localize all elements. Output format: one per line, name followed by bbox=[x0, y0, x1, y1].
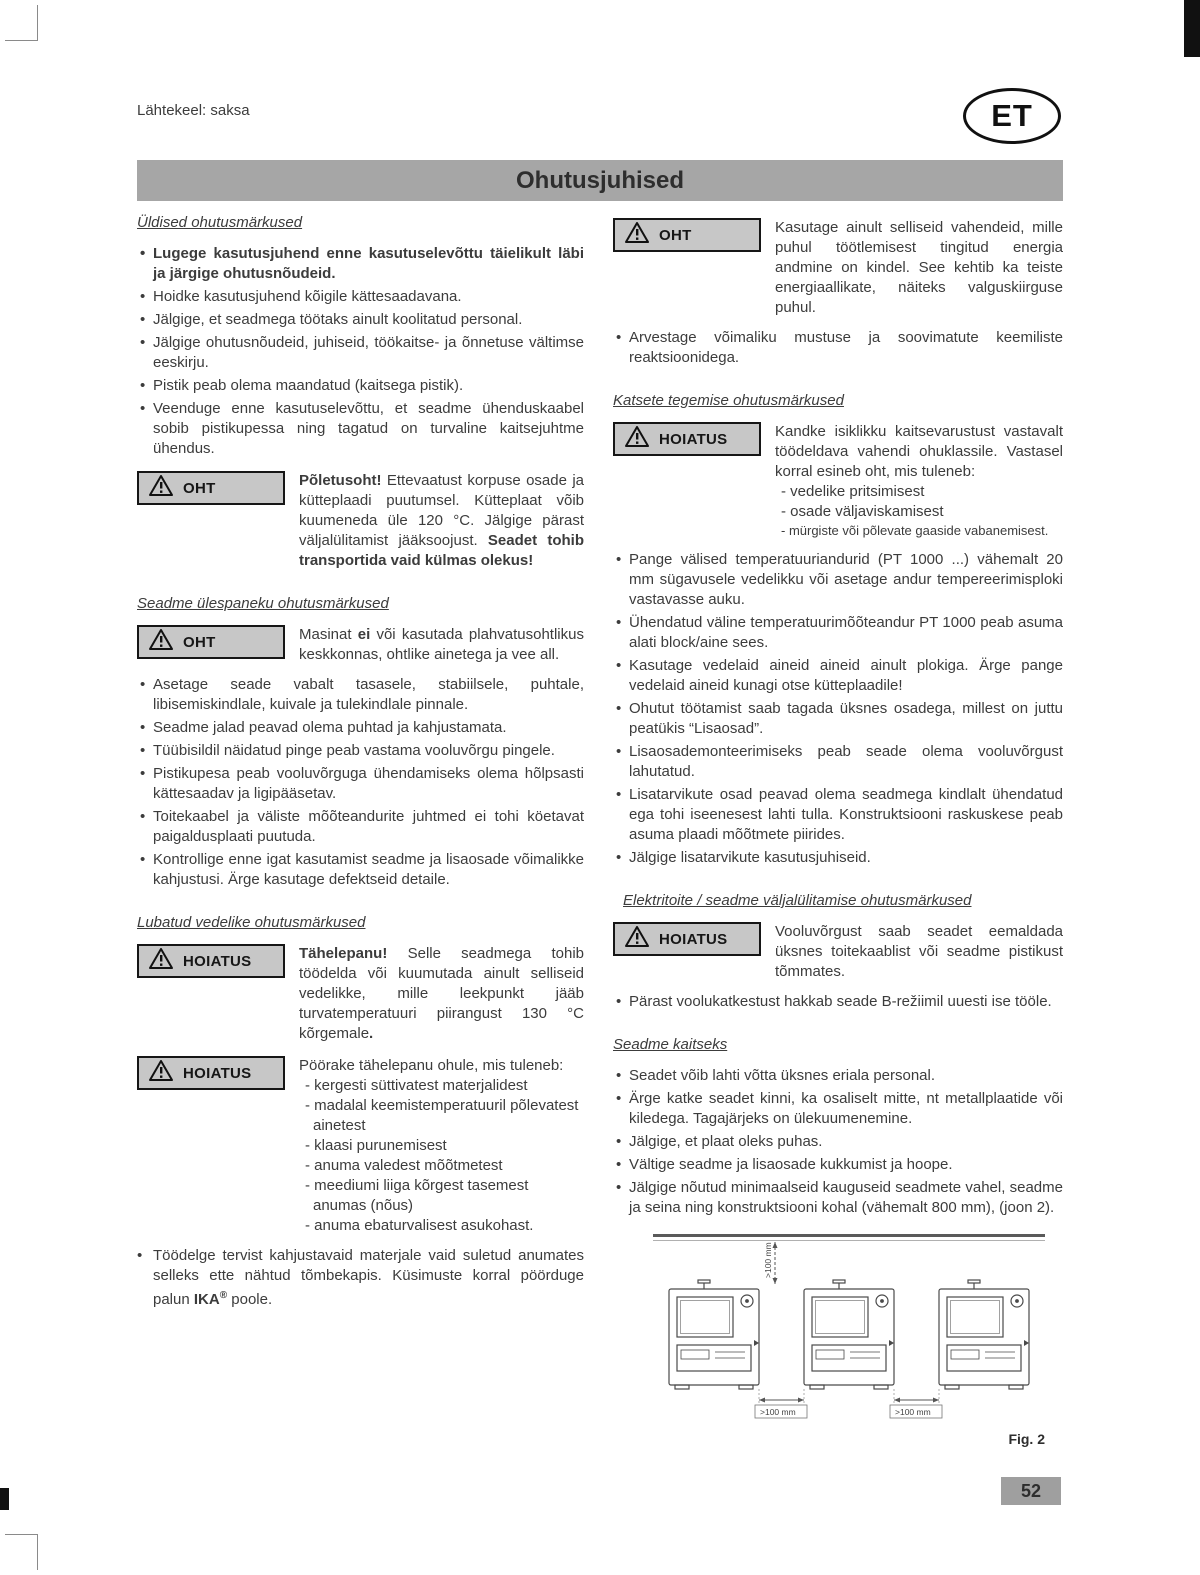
dash-item: - anuma ebaturvalisest asukohast. bbox=[305, 1217, 534, 1234]
dash-item: - mürgiste või põlevate gaaside vabanemisest. bbox=[781, 523, 1049, 538]
danger-text-bold: Seadet tohib transportida vaid külmas olekus! bbox=[299, 532, 584, 569]
danger-text-body: Masinat bbox=[299, 626, 358, 643]
bullet-item: • Ohutut töötamist saab tagada üksnes osadega, millest on juttu peatükis “Lisaosad”. bbox=[613, 699, 1063, 739]
danger-text bbox=[299, 625, 584, 665]
caution-label: HOIATUS bbox=[183, 1064, 252, 1082]
dim-label-vertical: >100 mm bbox=[763, 1242, 773, 1278]
source-language-note: Lähtekeel: saksa bbox=[137, 102, 250, 119]
danger-text: Kasutage ainult selliseid vahendeid, mille puhul töötlemisest tingitud energia andmine on kindel. See kehtib ka teiste energiaallikate, näiteks valguskiirguse puhul. bbox=[775, 219, 1063, 316]
danger-label: OHT bbox=[183, 479, 216, 497]
bullet-item: • Pistik peab olema maandatud (kaitsega pistik). bbox=[137, 376, 584, 396]
power-bullet-list bbox=[613, 992, 1063, 1012]
caution-intro: Pöörake tähelepanu ohule, mis tuleneb: bbox=[299, 1057, 564, 1074]
bullet-text: Töödelge tervist kahjustavaid materjale vaid suletud anumates selleks ette nähtud tõmbekapis. Küsimuste korral pöörduge palun bbox=[153, 1247, 584, 1308]
warning-triangle-icon bbox=[624, 925, 650, 953]
bullet-item: • Seadet võib lahti võtta üksnes eriala personal. bbox=[613, 1066, 1063, 1086]
danger-box bbox=[137, 625, 285, 659]
warning-triangle-icon bbox=[148, 474, 174, 502]
figure-2 bbox=[653, 1232, 1045, 1447]
bullet-item: • Hoidke kasutusjuhend kõigile kättesaadavana. bbox=[137, 287, 584, 307]
bullet-item: • Pärast voolukatkestust hakkab seade B-režiimil uuesti ise tööle. bbox=[613, 992, 1063, 1012]
danger-label: OHT bbox=[183, 633, 216, 651]
warning-triangle-icon bbox=[148, 1059, 174, 1087]
danger-block-explosive bbox=[137, 625, 584, 665]
bullet-item: • Tüübisildil näidatud pinge peab vastama vooluvõrgu pingele. bbox=[137, 741, 584, 761]
page-number: 52 bbox=[1020, 1480, 1042, 1501]
bullet-item: • Veenduge enne kasutuselevõttu, et seadme ühenduskaabel sobib pistikupessa ning tagatud on turvaline kaitsejuhtme ühendus. bbox=[137, 399, 584, 459]
page-title-bar bbox=[137, 160, 1063, 201]
bullet-item: • Pange välised temperatuuriandurid (PT 1000 ...) vähemalt 20 mm sügavusele vedelikku või asetage andur tempereerimisploki vastavasse auku. bbox=[613, 550, 1063, 610]
bullet-item: • Lisaosademonteerimiseks peab seade olema vooluvõrgust lahutatud. bbox=[613, 742, 1063, 782]
danger-text-body: Ettevaatust korpuse osade ja kütteplaadi puutumsel. Kütteplaat võib kuumeneda üle 120 °C. Jälgige pärast väljalülitamist jääksoojust. bbox=[299, 472, 584, 549]
caution-text bbox=[299, 1056, 584, 1236]
caution-block-flashpoint bbox=[137, 944, 584, 1044]
caution-block-hazard-sources bbox=[137, 1056, 584, 1236]
energy-bullet-list bbox=[613, 328, 1063, 368]
protection-bullet-list bbox=[613, 1066, 1063, 1218]
caution-text bbox=[299, 944, 584, 1044]
language-badge-et bbox=[963, 88, 1061, 144]
right-column bbox=[613, 218, 1063, 1447]
warning-triangle-icon bbox=[624, 221, 650, 249]
caution-text bbox=[775, 422, 1063, 540]
caution-text-bold: . bbox=[369, 1025, 374, 1042]
dash-item: - vedelike pritsimisest bbox=[781, 483, 925, 500]
figure-caption: Fig. 2 bbox=[1008, 1431, 1045, 1447]
danger-box bbox=[613, 218, 761, 252]
bullet-item: • Pistikupesa peab vooluvõrguga ühendamiseks olema hõlpsasti kättesaadav ja ligipääsetav. bbox=[137, 764, 584, 804]
caution-box bbox=[613, 422, 761, 456]
crop-mark-top-left-h bbox=[5, 40, 38, 41]
bullet-item: • Jälgige, et plaat oleks puhas. bbox=[613, 1132, 1063, 1152]
brand-name bbox=[194, 1291, 227, 1308]
section-heading-power: Elektritoite / seadme väljalülitamise ohutusmärkused bbox=[623, 892, 972, 909]
caution-label: HOIATUS bbox=[183, 952, 252, 970]
crop-mark-bottom-left-v bbox=[37, 1534, 38, 1570]
left-column bbox=[137, 214, 584, 1313]
general-bullet-list bbox=[137, 244, 584, 459]
caution-text-bold: Tähelepanu! bbox=[299, 945, 388, 962]
bullet-item: • Jälgige ohutusnõudeid, juhiseid, töökaitse- ja õnnetuse vältimse eeskirju. bbox=[137, 333, 584, 373]
section-heading-experiments: Katsete tegemise ohutusmärkused bbox=[613, 392, 844, 409]
experiments-bullet-list bbox=[613, 550, 1063, 868]
dash-item: - anuma valedest mõõtmetest bbox=[305, 1157, 503, 1174]
section-heading-protection: Seadme kaitseks bbox=[613, 1036, 728, 1053]
dash-item: - osade väljaviskamisest bbox=[781, 503, 944, 520]
brand-reg-mark: ® bbox=[219, 1290, 228, 1301]
bullet-item: • Seadme jalad peavad olema puhtad ja kahjustamata. bbox=[137, 718, 584, 738]
danger-block-burn bbox=[137, 471, 584, 571]
crop-mark-top-left-v bbox=[37, 5, 38, 41]
setup-bullet-list bbox=[137, 675, 584, 890]
dash-item: - klaasi purunemisest bbox=[305, 1137, 447, 1154]
bullet-item bbox=[137, 1246, 584, 1310]
caution-box bbox=[137, 944, 285, 978]
caution-box bbox=[613, 922, 761, 956]
dim-label-right: >100 mm bbox=[895, 1407, 931, 1417]
bullet-item: • Jälgige nõutud minimaalseid kauguseid seadmete vahel, seadme ja seina ning konstruktsiooni kohal (vähemalt 800 mm), (joon 2). bbox=[613, 1178, 1063, 1218]
caution-label: HOIATUS bbox=[659, 930, 728, 948]
crop-mark-bottom-left-h bbox=[5, 1534, 38, 1535]
bullet-item: • Lugege kasutusjuhend enne kasutuselevõttu täielikult läbi ja järgige ohutusnõudeid. bbox=[137, 244, 584, 284]
bullet-item: • Toitekaabel ja väliste mõõteandurite juhtmed ei tohi köetavat paigaldusplaati puutuda. bbox=[137, 807, 584, 847]
caution-intro: Kandke isiklikku kaitsevarustust vastavalt töödeldava vahendi ohuklassile. Vastasel korral esineb oht, mis tuleneb: bbox=[775, 423, 1063, 480]
registration-bar-top-right bbox=[1184, 0, 1200, 57]
dash-item: - kergesti süttivatest materjalidest bbox=[305, 1077, 528, 1094]
bullet-item: • Arvestage võimaliku mustuse ja soovimatute keemiliste reaktsioonidega. bbox=[613, 328, 1063, 368]
danger-text-bold: Põletusoht! bbox=[299, 472, 382, 489]
caution-label: HOIATUS bbox=[659, 430, 728, 448]
bullet-item: • Lisatarvikute osad peavad olema seadmega kindlalt ühendatud ega tohi iseenesest lahti tulla. Konstruktsiooni raskuskese peab asuma plaadi mõõtmete piirides. bbox=[613, 785, 1063, 845]
section-heading-liquids: Lubatud vedelike ohutusmärkused bbox=[137, 914, 366, 931]
registration-bar-bottom-left bbox=[0, 1488, 9, 1510]
warning-triangle-icon bbox=[624, 425, 650, 453]
bullet-item: • Kontrollige enne igat kasutamist seadme ja lisaosade võimalikke kahjustusi. Ärge kasutage defektseid detaile. bbox=[137, 850, 584, 890]
danger-label: OHT bbox=[659, 226, 692, 244]
page-number-badge bbox=[1001, 1477, 1061, 1505]
page-title: Ohutusjuhised bbox=[516, 166, 684, 194]
dash-item: - madalal keemistemperatuuril põlevatest ainetest bbox=[305, 1097, 579, 1134]
bullet-text: poole. bbox=[227, 1291, 273, 1308]
caution-block-disconnect bbox=[613, 922, 1063, 982]
dash-item: - meediumi liiga kõrgest tasemest anumas (nõus) bbox=[305, 1177, 529, 1214]
danger-box bbox=[137, 471, 285, 505]
dim-label-left: >100 mm bbox=[760, 1407, 796, 1417]
liquids-bullet-list bbox=[137, 1246, 584, 1310]
bullet-item: • Jälgige lisatarvikute kasutusjuhiseid. bbox=[613, 848, 1063, 868]
bullet-item: • Ühendatud väline temperatuurimõõteandur PT 1000 peab asuma alati block/aine sees. bbox=[613, 613, 1063, 653]
warning-triangle-icon bbox=[148, 628, 174, 656]
spacing-diagram bbox=[653, 1232, 1045, 1422]
danger-text-bold: ei bbox=[357, 626, 371, 643]
caution-text-body: Selle seadmega tohib töödelda või kuumutada ainult selliseid vedelikke, mille leekpunkt jääb turvatemperatuuri piirangust 130 °C kõrgemale bbox=[299, 945, 584, 1042]
danger-block-energy bbox=[613, 218, 1063, 318]
caution-box bbox=[137, 1056, 285, 1090]
danger-text-body: või kasutada plahvatusohtlikus keskkonnas, ohtlike ainetega ja vee all. bbox=[299, 626, 584, 663]
warning-triangle-icon bbox=[148, 947, 174, 975]
bullet-item: • Asetage seade vabalt tasasele, stabiilsele, puhtale, libisemiskindlale, kuivale ja tulekindlale pinnale. bbox=[137, 675, 584, 715]
caution-block-ppe bbox=[613, 422, 1063, 540]
bullet-item: • Jälgige, et seadmega töötaks ainult koolitatud personal. bbox=[137, 310, 584, 330]
bullet-item: • Vältige seadme ja lisaosade kukkumist ja hoope. bbox=[613, 1155, 1063, 1175]
section-heading-setup: Seadme ülespaneku ohutusmärkused bbox=[137, 595, 389, 612]
danger-text bbox=[299, 471, 584, 571]
caution-text: Vooluvõrgust saab seadet eemaldada üksnes toitekaablist või seadme pistikust tõmmates. bbox=[775, 923, 1063, 980]
language-badge-label: ET bbox=[991, 98, 1033, 133]
bullet-item: • Ärge katke seadet kinni, ka osaliselt mitte, nt metallplaatide või kiledega. Tagajärjeks on ülekuumenemine. bbox=[613, 1089, 1063, 1129]
brand-text: IKA bbox=[193, 1291, 220, 1308]
section-heading-general: Üldised ohutusmärkused bbox=[137, 214, 303, 231]
bullet-item: • Kasutage vedelaid aineid aineid ainult plokiga. Ärge pange vedelaid aineid kunagi otse kütteplaadile! bbox=[613, 656, 1063, 696]
